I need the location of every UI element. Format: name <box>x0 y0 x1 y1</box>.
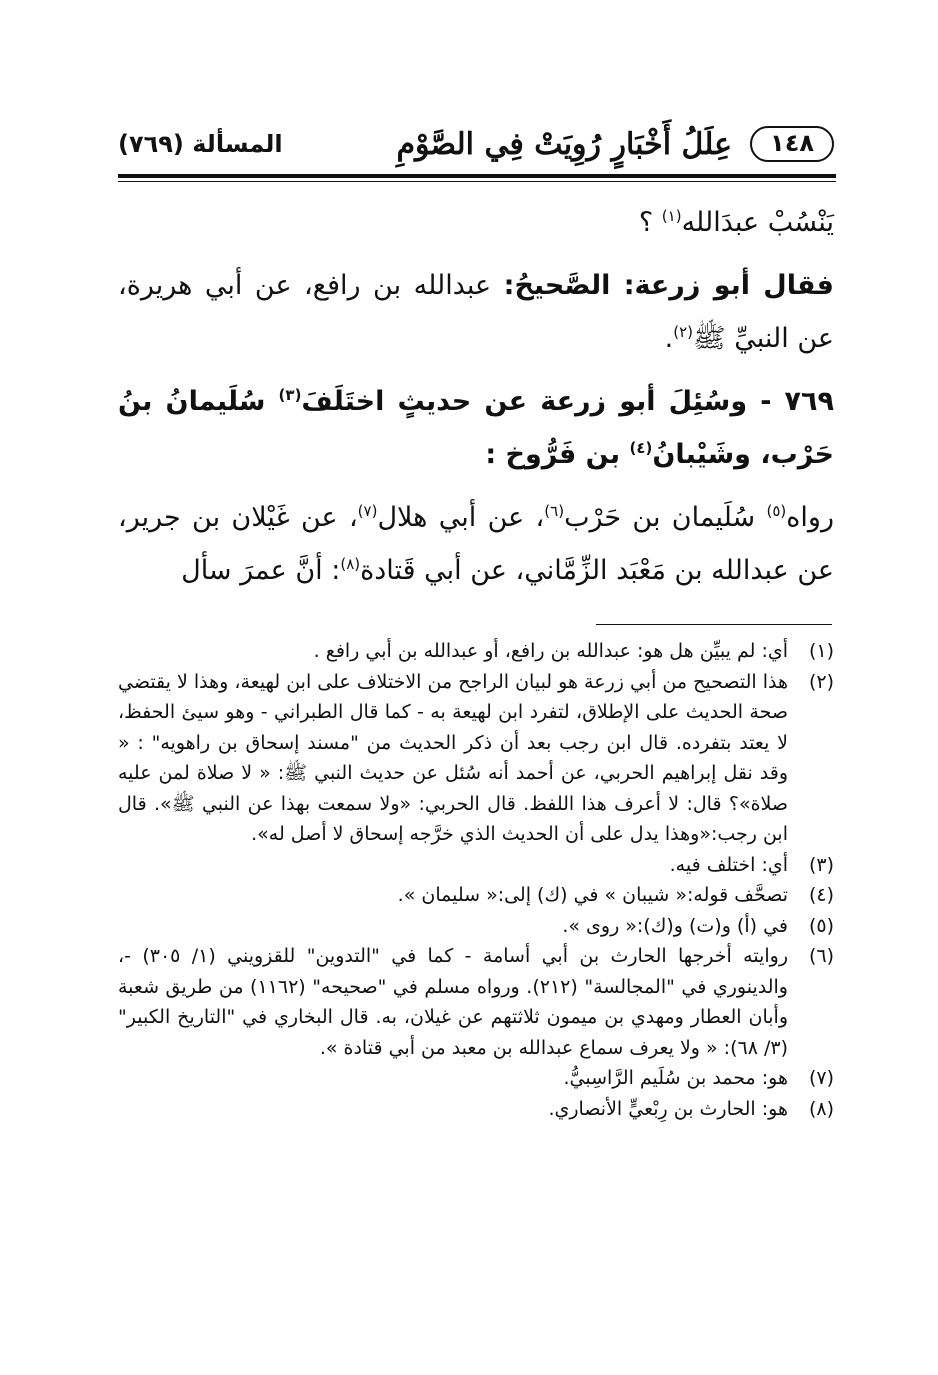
footnote-number: (٢) <box>808 670 834 693</box>
footnote-number: (٣) <box>808 853 834 876</box>
footnote-number: (١) <box>808 640 834 662</box>
footnote <box>118 941 834 1063</box>
book-title: عِلَلُ أَخْبَارٍ رُوِيَتْ فِي الصَّوْمِ <box>396 126 733 162</box>
text-run: سُلَيمان بن حَرْب <box>564 502 767 533</box>
footnote-number: (٨) <box>808 1097 834 1120</box>
footnote-ref: (٧) <box>357 502 378 520</box>
footnote <box>118 636 834 667</box>
header-rule <box>118 174 836 178</box>
footnote-text: هو: الحارث بن رِبْعيٍّ الأنصاري. <box>548 1097 788 1120</box>
text-run: ، عن غَيْلان بن جرير، عن عبدالله بن مَعْبَد الزِّمَّاني، عن أبي قَتادة <box>118 502 834 586</box>
footnote-ref: (٦) <box>544 502 565 520</box>
speaker-label: فقال أبو زرعة: الصَّحيحُ: <box>503 270 834 301</box>
footnote-ref: (٥) <box>766 502 787 520</box>
main-text <box>118 196 834 607</box>
footnote-number: (٥) <box>808 914 834 937</box>
text-run: سُلَيمانُ بنُ حَرْب، وشَيْبانُ <box>118 386 834 470</box>
text-run: رواه <box>786 502 834 533</box>
footnote <box>118 1063 834 1094</box>
footnote-separator <box>596 624 832 625</box>
paragraph-4 <box>118 491 834 597</box>
text-run: . <box>664 323 674 354</box>
text-run: عبدالله بن رافع، عن أبي هريرة، عن النبيِّ ﷺ <box>118 270 834 354</box>
footnote <box>118 1094 834 1125</box>
footnote-ref: (٤) <box>629 439 653 457</box>
text-run: يَنْسُبْ عبدَالله <box>681 207 834 238</box>
footnote <box>118 850 834 881</box>
footnote-text: هذا التصحيح من أبي زرعة هو لبيان الراجح من الاختلاف على ابن لهيعة، وهذا لا يقتضي صحة الحديث على الإطلاق، لتفرد ابن لهيعة به - كما قال الطبراني - وهو سيئ الحفظ، لا يعتد بتفرده. قال ابن رجب بعد أن ذكر الحديث من "مسند إسحاق بن راهويه" : « وقد نقل إبراهيم الحربي، عن أحمد أنه سُئل عن حديث النبي ﷺ: « لا صلاة لمن عليه صلاة»؟ قال: لا أعرف هذا اللفظ. قال الحربي: «ولا سمعت بهذا عن النبي ﷺ». قال ابن رجب:«وهذا يدل على أن الحديث الذي خرَّجه إسحاق لا أصل له». <box>118 670 788 845</box>
header-rule-thin <box>118 181 836 182</box>
issue-label: المسألة (٧٦٩) <box>118 130 283 158</box>
paragraph-1 <box>118 196 834 249</box>
page-number: ١٤٨ <box>750 126 834 162</box>
text-run: : أنَّ عمرَ سأل <box>181 555 341 586</box>
footnote-number: (٤) <box>808 884 834 906</box>
paragraph-2 <box>118 259 834 365</box>
footnote <box>118 911 834 942</box>
footnote-text: تصحَّف قوله:« شيبان » في (ك) إلى:« سليمان ». <box>397 884 788 906</box>
text-run: ؟ <box>638 207 662 238</box>
text-run: بن فَرُّوخ : <box>485 439 630 470</box>
page-header <box>118 118 834 170</box>
footnote <box>118 667 834 850</box>
text-run: ٧٦٩ - وسُئِلَ أبو زرعة عن حديثٍ اختَلَفَ <box>301 386 834 417</box>
footnote-ref: (٣) <box>278 386 302 404</box>
footnote <box>118 880 834 911</box>
footnotes <box>118 636 834 1124</box>
footnote-ref: (٢) <box>673 323 694 341</box>
issue-heading-paragraph <box>118 375 834 481</box>
footnote-number: (٦) <box>808 945 834 967</box>
footnote-text: في (أ) و(ت) و(ك):« روى ». <box>562 914 788 937</box>
footnote-text: روايته أخرجها الحارث بن أبي أسامة - كما في "التدوين" للقزويني (١/ ٣٠٥) -، والدينوري في "المجالسة" (٢١٢). ورواه مسلم في "صحيحه" (١١٦٢) من طريق شعبة وأبان العطار ومهدي بن ميمون ثلاثتهم عن غيلان، به. قال البخاري في "التاريخ الكبير" (٣/ ٦٨): « ولا يعرف سماع عبدالله بن معبد من أبي قتادة ». <box>118 945 788 1059</box>
text-run: ، عن أبي هلال <box>377 502 545 533</box>
footnote-number: (٧) <box>808 1067 834 1089</box>
header-title-group <box>396 126 834 162</box>
footnote-text: أي: لم يبيِّن هل هو: عبدالله بن رافع، أو عبدالله بن أبي رافع . <box>313 640 788 662</box>
footnote-ref: (٨) <box>340 555 361 573</box>
footnote-text: هو: محمد بن سُلَيم الرَّاسِبيُّ. <box>563 1067 788 1089</box>
footnote-ref: (١) <box>661 207 682 225</box>
footnote-text: أي: اختلف فيه. <box>669 853 788 876</box>
